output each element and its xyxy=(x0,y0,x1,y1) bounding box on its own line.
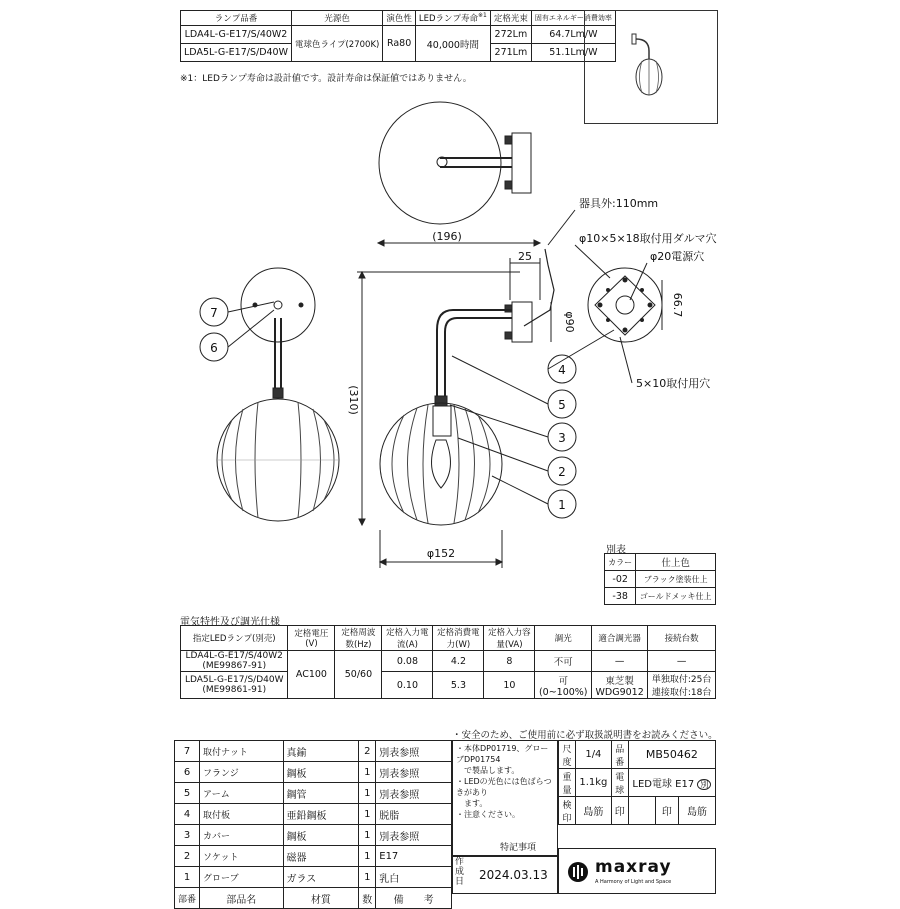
elec-current: 0.08 xyxy=(382,651,433,672)
elec-header: 指定LEDランプ(別売) xyxy=(181,626,288,651)
parts-row: 1 グローブ ガラス 1 乳白 xyxy=(175,867,452,888)
notes-box xyxy=(452,740,558,856)
elec-header: 定格電圧(V) xyxy=(288,626,335,651)
electrical-table xyxy=(180,625,716,699)
elec-count: 単独取付:25台 連接取付:18台 xyxy=(648,672,716,699)
elec-dim: 不可 xyxy=(535,651,592,672)
lamp-eff: 51.1Lm/W xyxy=(531,44,615,62)
elec-dim: 可 (0~100%) xyxy=(535,672,592,699)
elec-header: 調光 xyxy=(535,626,592,651)
model-label: 品番 xyxy=(611,741,628,769)
elec-va: 8 xyxy=(484,651,535,672)
lamp-note: ※1：LEDランプ寿命は設計値です。設計寿命は保証値ではありません。 xyxy=(180,74,472,84)
parts-row: 6 フランジ 鋼板 1 別表参照 xyxy=(175,762,452,783)
note-line: ・本体DP01719、グローブDP01754 xyxy=(456,744,549,764)
dim-310: (310) xyxy=(347,385,360,415)
notes-label: 特記事項 xyxy=(500,843,537,853)
lamp-model: LDA4L-G-E17/S/40W2 xyxy=(181,26,292,44)
elec-voltage: AC100 xyxy=(288,651,335,699)
lamp-header-color: 光源色 xyxy=(292,11,383,26)
lamp-header-model: ランプ品番 xyxy=(181,11,292,26)
finish-name: ブラック塗装仕上 xyxy=(636,571,716,588)
lamp-header-cri: 演色性 xyxy=(383,11,416,26)
date-value: 2024.03.13 xyxy=(479,868,548,882)
blank-cell xyxy=(628,797,655,825)
dim-152: φ152 xyxy=(426,547,456,560)
scale-value: 1/4 xyxy=(576,741,612,769)
electrical-title: 電気特性及び調光仕様 xyxy=(180,617,280,628)
label-hole1: φ10×5×18取付用ダルマ穴 xyxy=(579,232,717,245)
lamp-model: LDA5L-G-E17/S/D40W xyxy=(181,44,292,62)
checker: 島筋 xyxy=(576,797,612,825)
finish-header-finish: 仕上色 xyxy=(636,554,716,571)
elec-freq: 50/60 xyxy=(335,651,382,699)
brand-tagline: A Harmony of Light and Space xyxy=(595,879,672,885)
maxray-logo-icon xyxy=(567,861,589,883)
callout-4: 4 xyxy=(558,363,566,377)
elec-header: 定格周波数(Hz) xyxy=(335,626,382,651)
dim-196: (196) xyxy=(432,230,462,243)
elec-va: 10 xyxy=(484,672,535,699)
callout-2: 2 xyxy=(558,465,566,479)
front-view-flange xyxy=(241,268,315,342)
callout-3: 3 xyxy=(558,431,566,445)
parts-row: 4 取付板 亜鉛鋼板 1 脱脂 xyxy=(175,804,452,825)
note-line: ・LEDの光色には色ばらつきがあり xyxy=(456,777,552,797)
note-line: ます。 xyxy=(456,799,488,808)
elec-header: 定格消費電力(W) xyxy=(433,626,484,651)
finish-header-code: カラー xyxy=(605,554,636,571)
elec-header: 定格入力容量(VA) xyxy=(484,626,535,651)
elec-current: 0.10 xyxy=(382,672,433,699)
stamp: 印 xyxy=(655,797,678,825)
finish-title: 別表 xyxy=(606,545,626,556)
title-block xyxy=(558,740,716,825)
dim-90: φ90 xyxy=(563,311,576,333)
lamp-label: 電球 xyxy=(611,769,628,797)
elec-count: — xyxy=(648,651,716,672)
logo-box xyxy=(558,848,716,894)
finish-code: -02 xyxy=(605,571,636,588)
dim-25: 25 xyxy=(518,250,532,263)
lamp-flux: 272Lm xyxy=(490,26,531,44)
note-line: で製品します。 xyxy=(456,766,520,775)
parts-row: 3 カバー 鋼板 1 別表参照 xyxy=(175,825,452,846)
lamp-header-eff: 固有エネルギー消費効率 xyxy=(531,11,615,26)
lamp-header-flux: 定格光束 xyxy=(490,11,531,26)
lamp-life: 40,000時間 xyxy=(415,26,490,62)
lamp-value: LED電球 E17 別 xyxy=(628,769,715,797)
elec-header: 定格入力電流(A) xyxy=(382,626,433,651)
elec-header: 適合調光器 xyxy=(592,626,648,651)
finish-code: -38 xyxy=(605,588,636,605)
dim-66-7: 66.7 xyxy=(671,292,684,318)
callout-7: 7 xyxy=(210,306,218,320)
stamp: 印 xyxy=(611,797,628,825)
check-label: 検印 xyxy=(559,797,576,825)
lamp-flux: 271Lm xyxy=(490,44,531,62)
weight-label: 重量 xyxy=(559,769,576,797)
lamp-cri: Ra80 xyxy=(383,26,416,62)
label-hole3: 5×10取付用穴 xyxy=(636,377,711,390)
brand-name: maxray xyxy=(595,857,672,877)
callout-5: 5 xyxy=(558,398,566,412)
parts-footer: 部番 部品名 材質 数 備 考 xyxy=(175,888,452,909)
finish-table xyxy=(604,553,716,605)
elec-dimmer: 東芝製 WDG9012 xyxy=(592,672,648,699)
label-outer: 器具外:110mm xyxy=(579,197,659,210)
date-box xyxy=(452,856,558,894)
lamp-header-life: LEDランプ寿命$^{※1}$ xyxy=(415,11,490,26)
elec-model: LDA5L-G-E17/S/D40W (ME99861-91) xyxy=(181,672,288,699)
lamp-color: 電球色ライプ(2700K) xyxy=(292,26,383,62)
parts-table xyxy=(174,740,452,909)
parts-row: 7 取付ナット 真鍮 2 別表参照 xyxy=(175,741,452,762)
lamp-extra: 別 xyxy=(697,779,711,790)
label-hole2: φ20電源穴 xyxy=(650,250,705,263)
note-line: ・注意ください。 xyxy=(456,810,520,819)
elec-header: 接続台数 xyxy=(648,626,716,651)
footnote-mark: ※1 xyxy=(478,12,487,20)
elec-dimmer: — xyxy=(592,651,648,672)
scale-label: 尺度 xyxy=(559,741,576,769)
lamp-eff: 64.7Lm/W xyxy=(531,26,615,44)
callout-1: 1 xyxy=(558,498,566,512)
elec-model: LDA4L-G-E17/S/40W2 (ME99867-91) xyxy=(181,651,288,672)
made-label: 作成日 xyxy=(455,857,465,887)
parts-row: 5 アーム 鋼管 1 別表参照 xyxy=(175,783,452,804)
approver: 島筋 xyxy=(679,797,716,825)
parts-row: 2 ソケット 磁器 1 E17 xyxy=(175,846,452,867)
weight-value: 1.1kg xyxy=(576,769,612,797)
caution-text: ・安全のため、ご使用前に必ず取扱説明書をお読みください。 xyxy=(452,730,718,741)
finish-name: ゴールドメッキ仕上 xyxy=(636,588,716,605)
top-view-flange xyxy=(379,102,501,224)
elec-power: 5.3 xyxy=(433,672,484,699)
elec-power: 4.2 xyxy=(433,651,484,672)
model-number: MB50462 xyxy=(628,741,715,769)
callout-6: 6 xyxy=(210,341,218,355)
